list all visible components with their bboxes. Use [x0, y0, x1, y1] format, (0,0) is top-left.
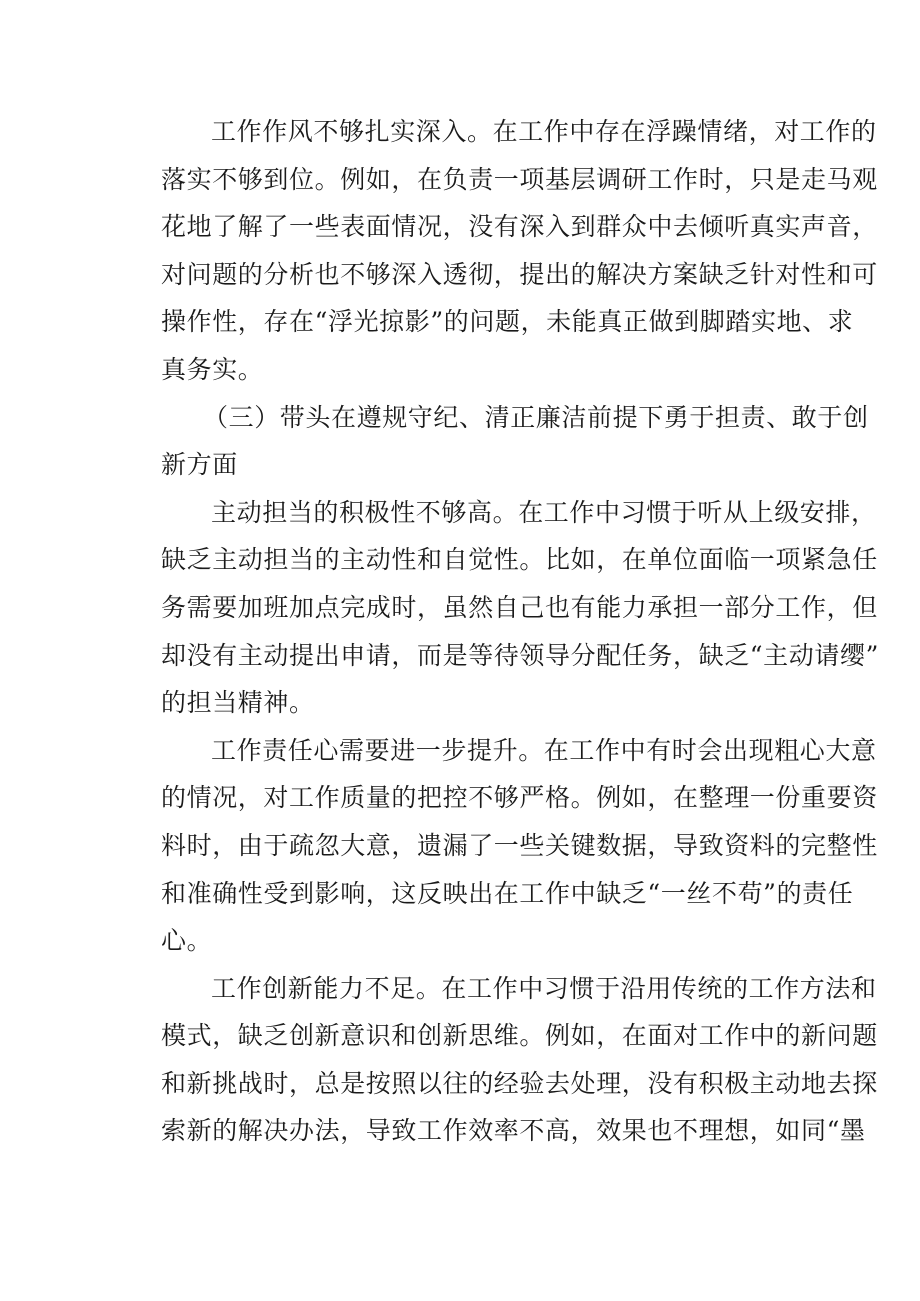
text-line: 索新的解决办法，导致工作效率不高，效果也不理想，如同“墨: [161, 1116, 866, 1146]
text-line: 料时，由于疏忽大意，遗漏了一些关键数据，导致资料的完整性: [161, 830, 878, 860]
text-line: 工作创新能力不足。在工作中习惯于沿用传统的工作方法和: [211, 973, 877, 1003]
text-line: 缺乏主动担当的主动性和自觉性。比如，在单位面临一项紧急任: [161, 545, 878, 575]
text-line: 却没有主动提出申请，而是等待领导分配任务，缺乏“主动请缨”: [161, 640, 879, 670]
section-heading: [161, 394, 869, 489]
text-line: 操作性，存在“浮光掠影”的问题，未能真正做到脚踏实地、求: [161, 307, 854, 337]
text-line: 落实不够到位。例如，在负责一项基层调研工作时，只是走马观: [161, 164, 878, 194]
text-line: 务需要加班加点完成时，虽然自己也有能力承担一部分工作，但: [161, 592, 878, 622]
document-body: [161, 108, 879, 1155]
text-line: 工作作风不够扎实深入。在工作中存在浮躁情绪，对工作的: [211, 117, 877, 146]
heading-line: （三）带头在遵规守纪、清正廉洁前提下勇于担责、敢于创: [203, 402, 869, 432]
text-line: 的情况，对工作质量的把控不够严格。例如，在整理一份重要资: [161, 783, 878, 813]
paragraph-innovation: [161, 965, 878, 1155]
text-line: 和新挑战时，总是按照以往的经验去处理，没有积极主动地去探: [161, 1068, 878, 1098]
paragraph-initiative: [161, 489, 879, 727]
paragraph-work-style: [161, 108, 878, 394]
text-line: 真务实。: [161, 354, 264, 384]
text-line: 花地了解了一些表面情况，没有深入到群众中去倾听真实声音，: [161, 212, 878, 242]
text-line: 主动担当的积极性不够高。在工作中习惯于听从上级安排，: [211, 497, 877, 527]
text-line: 对问题的分析也不够深入透彻，提出的解决方案缺乏针对性和可: [161, 259, 878, 289]
text-line: 和准确性受到影响，这反映出在工作中缺乏“一丝不苟”的责任: [161, 878, 854, 908]
heading-line: 新方面: [161, 450, 238, 480]
text-line: 心。: [161, 926, 213, 956]
text-line: 模式，缺乏创新意识和创新思维。例如，在面对工作中的新问题: [161, 1021, 878, 1051]
text-line: 的担当精神。: [161, 688, 315, 718]
paragraph-responsibility: [161, 727, 878, 965]
text-line: 工作责任心需要进一步提升。在工作中有时会出现粗心大意: [211, 735, 877, 765]
